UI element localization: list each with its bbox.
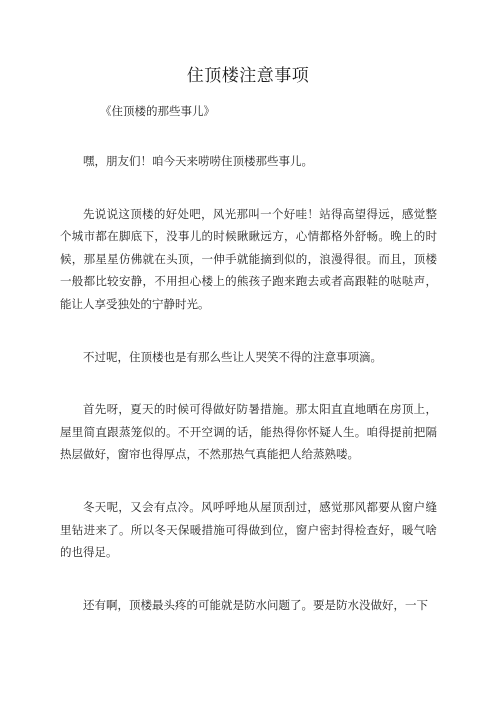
page-title: 住顶楼注意事项 <box>186 66 310 86</box>
paragraph-waterproof: 还有啊，顶楼最头疼的可能就是防水问题了。要是防水没做好，一下 <box>83 597 428 612</box>
paragraph-transition: 不过呢，住顶楼也是有那么些让人哭笑不得的注意事项滴。 <box>83 349 382 364</box>
paragraph-summer: 首先呀，夏天的时候可得做好防暑措施。那太阳直直地晒在房顶上，屋里简直跟蒸笼似的。不开空调的话，能热得你怀疑人生。咱得提前把隔热层做好，窗帘也得厚点，不然那热气真能把人给蒸熟喽。 <box>60 402 437 462</box>
paragraph-intro: 嘿，朋友们！咱今天来唠唠住顶楼那些事儿。 <box>83 154 313 168</box>
paragraph-advantages: 先说说这顶楼的好处吧，风光那叫一个好哇！站得高望得远，感觉整个城市都在脚底下，没事儿的时候瞅瞅远方，心情都格外舒畅。晚上的时候，那星星仿佛就在头顶，一伸手就能摘到似的，浪漫得很。而且，顶楼一般都比较安静，不用担心楼上的熊孩子跑来跑去或者高跟鞋的哒哒声，能让人享受独处的宁静时光。 <box>60 206 437 311</box>
paragraph-winter: 冬天呢，又会有点冷。风呼呼地从屋顶刮过，感觉那风都要从窗户缝里钻进来了。所以冬天保暖措施可得做到位，窗户密封得检查好，暖气啥的也得足。 <box>60 499 437 560</box>
document-body <box>60 100 437 646</box>
document-subtitle: 《住顶楼的那些事儿》 <box>100 104 215 118</box>
